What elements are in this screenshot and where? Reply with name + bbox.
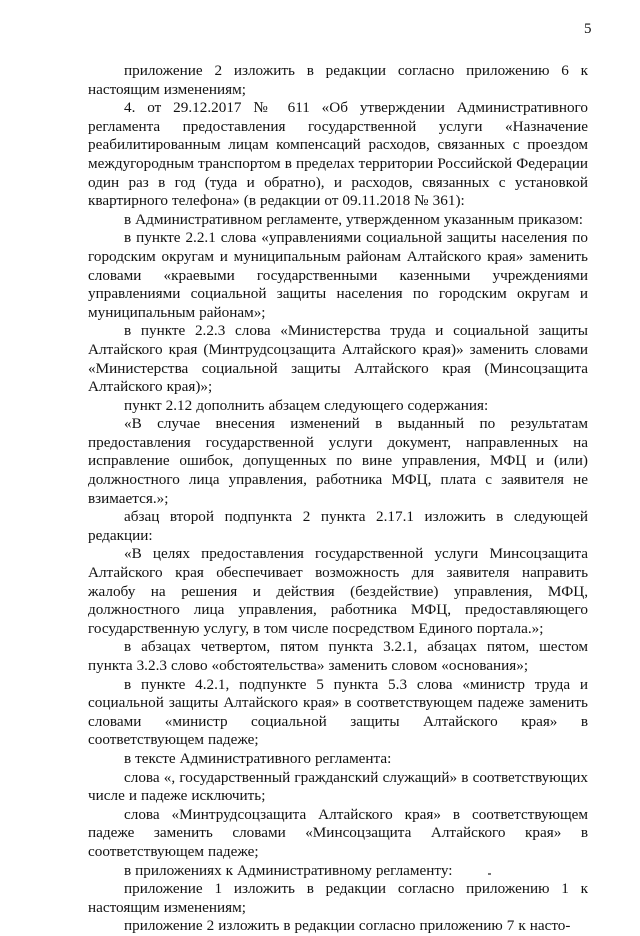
paragraph: «В случае внесения изменений в выданный по результатам предоставления государственной услуги документ, направленных на исправление ошибок, допущенных по вине управления, МФЦ и (или) должностного лица управления, работника МФЦ, плата с заявителя не взимается.»;: [88, 415, 588, 507]
paragraph: слова «Минтрудсоцзащита Алтайского края» в соответствующем падеже заменить словами «Минсоцзащита Алтайского края» в соответствующем падеже;: [88, 805, 588, 860]
paragraph: в пункте 2.2.1 слова «управлениями социальной защиты населения по городским округам и муниципальным районам Алтайского края» заменить словами «краевыми государственными казенными учреждениями управлениями социальной защиты населения по городским округам и муниципальным районам»;: [88, 229, 588, 321]
paragraph: в Административном регламенте, утвержденном указанным приказом:: [124, 210, 583, 228]
paragraph: 4. от 29.12.2017 № 611 «Об утверждении Административного регламента предоставления государственной услуги «Назначение реабилитированным лицам компенсаций расходов, связанных с проездом междугородным транспортом в пределах территории Российской Федерации один раз в год (туда и обратно), и расходов, связанных с установкой квартирного телефона» (в редакции от 09.11.2018 № 361):: [88, 99, 588, 210]
scan-speck: [488, 873, 491, 875]
paragraph: в приложениях к Административному регламенту:: [124, 861, 453, 879]
paragraph: «В целях предоставления государственной услуги Минсоцзащита Алтайского края обеспечивает возможность для заявителя направить жалобу на решения и действия (бездействие) управления, МФЦ, должностного лица управления, работника МФЦ, предоставляющего государственную услугу, в том числе посредством Единого портала.»;: [88, 545, 588, 637]
paragraph: приложение 1 изложить в редакции согласно приложению 1 к настоящим изменениям;: [88, 880, 588, 916]
paragraph: приложение 2 изложить в редакции согласно приложению 7 к насто-: [124, 917, 571, 935]
paragraph: слова «, государственный гражданский служащий» в соответствующих числе и падеже исключить;: [88, 768, 588, 805]
paragraph: в пункте 2.2.3 слова «Министерства труда и социальной защиты Алтайского края (Минтрудсоцзащита Алтайского края)» заменить словами «Министерства социальной защиты Алтайского края (Минсоцзащита Алтайского края)»;: [88, 322, 588, 396]
paragraph: в пункте 4.2.1, подпункте 5 пункта 5.3 слова «министр труда и социальной защиты Алтайского края» в соответствующем падеже заменить словами «министр социальной защиты Алтайского края» в соответствующем падеже;: [88, 675, 588, 749]
paragraph: абзац второй подпункта 2 пункта 2.17.1 изложить в следующей редакции:: [88, 508, 588, 544]
paragraph: в абзацах четвертом, пятом пункта 3.2.1, абзацах пятом, шестом пункта 3.2.3 слово «обстоятельства» заменить словом «основания»;: [88, 638, 588, 674]
page-number: 5: [584, 21, 592, 37]
paragraph: пункт 2.12 дополнить абзацем следующего содержания:: [124, 396, 489, 414]
paragraph: приложение 2 изложить в редакции согласно приложению 6 к настоящим изменениям;: [88, 62, 588, 98]
paragraph: в тексте Административного регламента:: [124, 749, 392, 767]
document-body: [88, 62, 588, 936]
